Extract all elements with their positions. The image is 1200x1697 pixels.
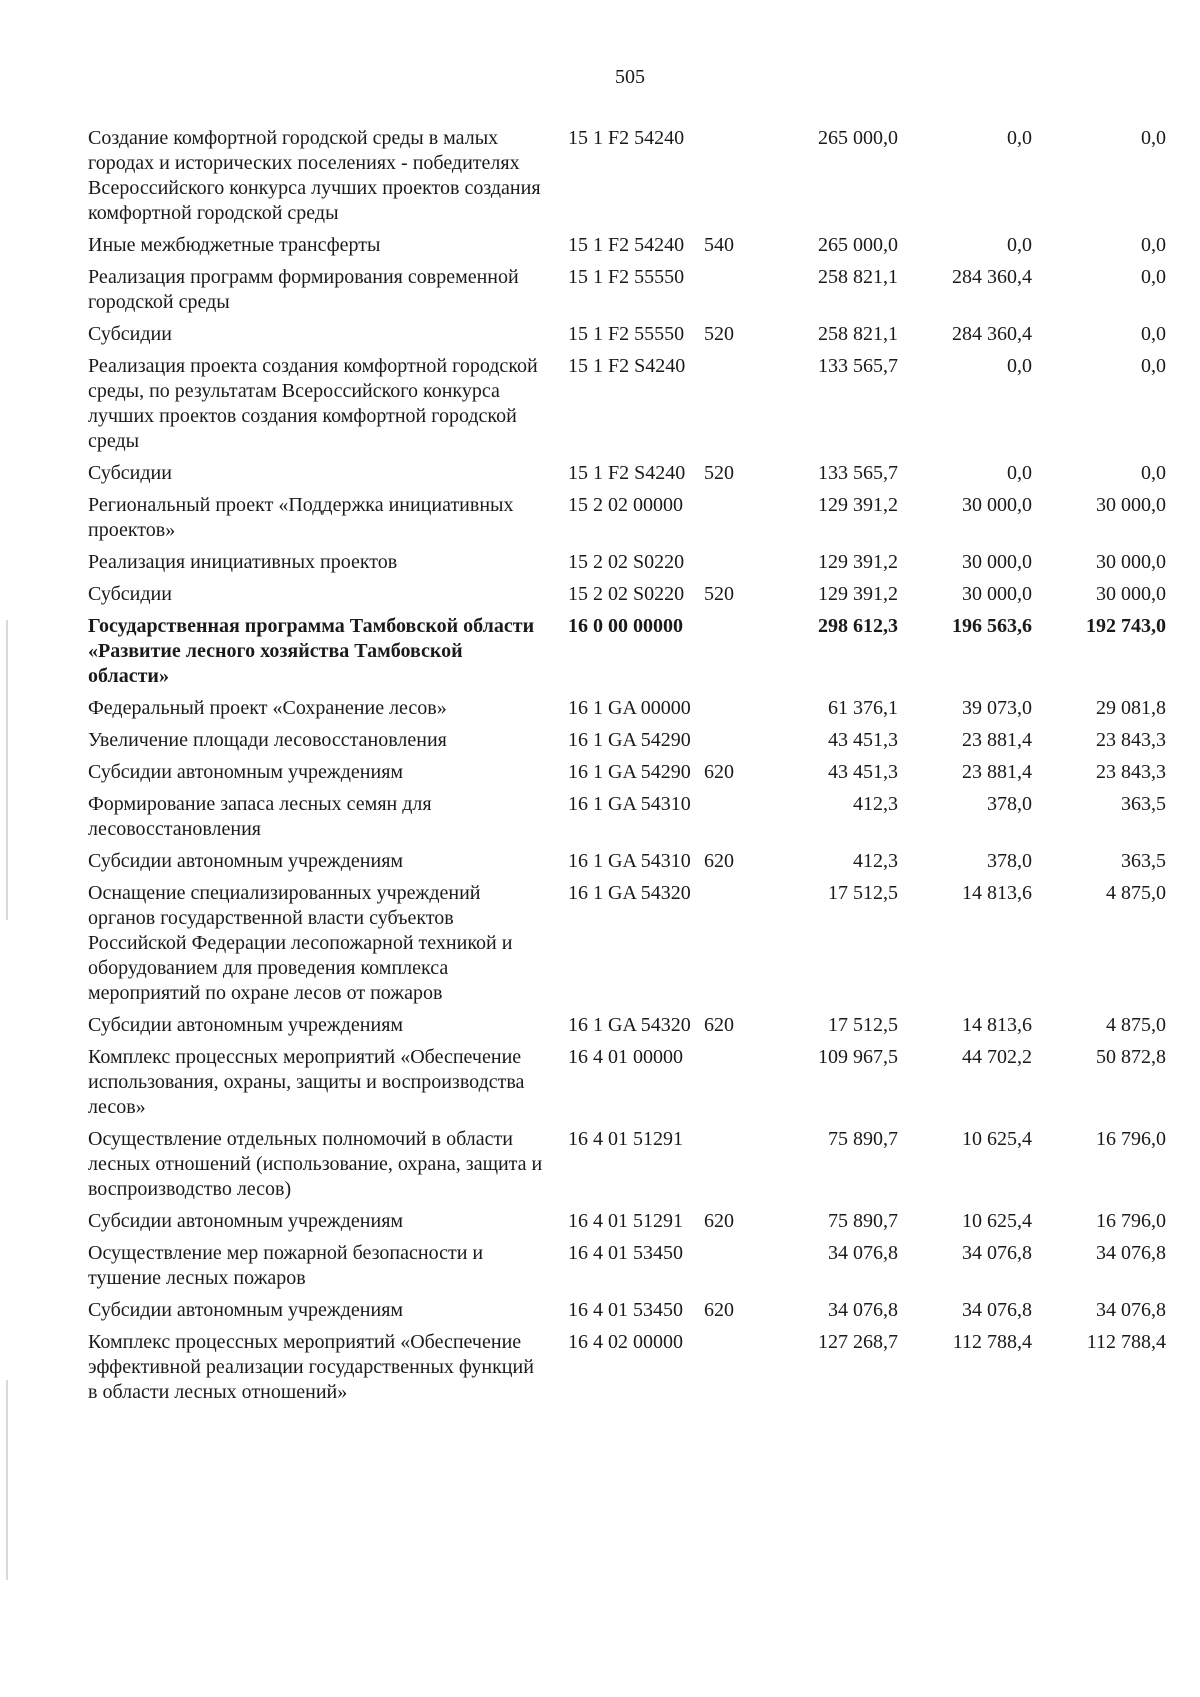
table-row [88,493,1166,550]
table-row [88,1298,1166,1330]
row-expense-type [704,550,764,582]
row-expense-type [704,792,764,849]
table-row [88,1241,1166,1298]
row-name: Субсидии автономным учреждениям [88,1299,404,1321]
row-code: 15 1 F2 54240 [568,127,685,149]
row-value-year2: 284 360,4 [952,323,1032,345]
table-row [88,792,1166,849]
row-value-year3: 0,0 [1141,355,1166,377]
row-value-year2: 284 360,4 [952,266,1032,288]
row-code: 16 4 01 51291 [568,1210,683,1232]
row-value-year1: 129 391,2 [818,551,898,573]
row-value-year3: 0,0 [1141,234,1166,256]
row-expense-type: 540 [704,234,734,256]
row-value-year1: 43 451,3 [828,729,898,751]
row-code: 16 1 GA 54290 [568,761,691,783]
row-value-year3: 192 743,0 [1086,615,1166,637]
table-row [88,582,1166,614]
row-expense-type: 620 [704,1210,734,1232]
row-value-year2: 0,0 [1007,355,1032,377]
row-value-year1: 43 451,3 [828,761,898,783]
row-expense-type: 620 [704,761,734,783]
row-code: 16 1 GA 54310 [568,850,691,872]
row-code: 15 2 02 00000 [568,494,683,516]
row-name: Реализация программ формирования современной городской среды [88,266,519,313]
row-name: Комплекс процессных мероприятий «Обеспечение использования, охраны, защиты и воспроизводства лесов» [88,1046,525,1118]
row-code: 15 1 F2 S4240 [568,462,686,484]
row-value-year2: 378,0 [987,850,1032,872]
row-expense-type [704,614,764,696]
row-code: 16 1 GA 54320 [568,1014,691,1036]
row-value-year3: 16 796,0 [1096,1128,1166,1150]
row-value-year3: 0,0 [1141,127,1166,149]
row-name: Осуществление мер пожарной безопасности и тушение лесных пожаров [88,1242,484,1289]
row-code: 15 2 02 S0220 [568,583,685,605]
row-value-year1: 412,3 [853,793,898,815]
row-value-year2: 378,0 [987,793,1032,815]
row-expense-type [704,1241,764,1298]
row-expense-type: 520 [704,462,734,484]
page-number: 505 [615,66,645,88]
row-value-year2: 112 788,4 [952,1331,1032,1353]
table-row [88,728,1166,760]
row-value-year1: 61 376,1 [828,697,898,719]
row-code: 16 4 02 00000 [568,1331,683,1353]
row-value-year3: 23 843,3 [1096,729,1166,751]
row-value-year2: 30 000,0 [962,551,1032,573]
row-value-year2: 30 000,0 [962,583,1032,605]
row-name: Комплекс процессных мероприятий «Обеспечение эффективной реализации государственных функций в области лесных отношений» [88,1331,534,1403]
row-value-year2: 14 813,6 [962,1014,1032,1036]
row-expense-type: 520 [704,583,734,605]
row-value-year3: 363,5 [1121,850,1166,872]
row-value-year3: 363,5 [1121,793,1166,815]
row-expense-type: 520 [704,323,734,345]
table-row [88,461,1166,493]
row-name: Субсидии автономным учреждениям [88,761,404,783]
row-value-year1: 17 512,5 [828,882,898,904]
table-row [88,265,1166,322]
row-name: Реализация инициативных проектов [88,551,398,573]
row-code: 16 4 01 53450 [568,1242,683,1264]
table-row [88,550,1166,582]
scan-artifact [6,1380,8,1580]
row-code: 16 1 GA 54290 [568,729,691,751]
row-code: 16 4 01 53450 [568,1299,683,1321]
row-name: Оснащение специализированных учреждений органов государственной власти субъектов Российской Федерации лесопожарной техникой и оборудованием для проведения комплекса мероприятий по охране лесов от пожаров [88,882,513,1004]
row-name: Увеличение площади лесовосстановления [88,729,447,751]
row-value-year3: 23 843,3 [1096,761,1166,783]
row-value-year1: 17 512,5 [828,1014,898,1036]
row-value-year2: 0,0 [1007,462,1032,484]
row-value-year3: 16 796,0 [1096,1210,1166,1232]
row-name: Осуществление отдельных полномочий в области лесных отношений (использование, охрана, защита и воспроизводство лесов) [88,1128,543,1200]
row-value-year3: 50 872,8 [1096,1046,1166,1068]
row-value-year1: 34 076,8 [828,1242,898,1264]
row-value-year2: 14 813,6 [962,882,1032,904]
row-code: 15 1 F2 54240 [568,234,685,256]
row-value-year1: 75 890,7 [828,1210,898,1232]
row-value-year1: 133 565,7 [818,462,898,484]
row-name: Субсидии автономным учреждениям [88,1210,404,1232]
table-row [88,1330,1166,1412]
row-code: 16 1 GA 54310 [568,793,691,815]
row-value-year3: 4 875,0 [1106,1014,1166,1036]
table-row [88,233,1166,265]
row-value-year2: 0,0 [1007,234,1032,256]
row-value-year3: 34 076,8 [1096,1242,1166,1264]
table-row [88,849,1166,881]
table-row [88,1045,1166,1127]
row-code: 15 1 F2 55550 [568,323,685,345]
row-code: 15 1 F2 55550 [568,266,685,288]
budget-table-body [88,126,1166,1412]
row-expense-type: 620 [704,1014,734,1036]
row-value-year2: 39 073,0 [962,697,1032,719]
row-value-year1: 109 967,5 [818,1046,898,1068]
row-value-year1: 133 565,7 [818,355,898,377]
row-code: 15 1 F2 S4240 [568,355,686,377]
row-value-year3: 0,0 [1141,266,1166,288]
table-row [88,881,1166,1013]
row-expense-type [704,493,764,550]
row-name: Создание комфортной городской среды в малых городах и исторических поселениях - победителях Всероссийского конкурса лучших проектов создания комфортной городской среды [88,127,541,224]
table-row [88,696,1166,728]
row-value-year2: 44 702,2 [962,1046,1032,1068]
scan-artifact [6,620,8,920]
row-value-year2: 10 625,4 [962,1210,1032,1232]
row-expense-type [704,126,764,233]
row-name: Субсидии автономным учреждениям [88,850,404,872]
table-row [88,760,1166,792]
table-row [88,322,1166,354]
row-value-year1: 265 000,0 [818,127,898,149]
row-name: Государственная программа Тамбовской области «Развитие лесного хозяйства Тамбовской области» [88,615,535,687]
row-name: Региональный проект «Поддержка инициативных проектов» [88,494,514,541]
row-value-year2: 34 076,8 [962,1242,1032,1264]
row-value-year1: 129 391,2 [818,494,898,516]
row-code: 16 1 GA 54320 [568,882,691,904]
row-value-year1: 127 268,7 [818,1331,898,1353]
table-row [88,1013,1166,1045]
row-name: Федеральный проект «Сохранение лесов» [88,697,447,719]
row-expense-type [704,728,764,760]
row-value-year3: 112 788,4 [1086,1331,1166,1353]
row-value-year1: 258 821,1 [818,323,898,345]
row-value-year3: 30 000,0 [1096,583,1166,605]
row-name: Субсидии [88,323,172,345]
row-expense-type [704,881,764,1013]
row-expense-type [704,265,764,322]
table-row [88,614,1166,696]
row-value-year1: 129 391,2 [818,583,898,605]
row-expense-type [704,696,764,728]
row-value-year1: 34 076,8 [828,1299,898,1321]
row-value-year2: 0,0 [1007,127,1032,149]
row-expense-type [704,1127,764,1209]
row-value-year3: 30 000,0 [1096,551,1166,573]
row-value-year3: 29 081,8 [1096,697,1166,719]
row-value-year1: 265 000,0 [818,234,898,256]
row-name: Иные межбюджетные трансферты [88,234,381,256]
row-value-year2: 34 076,8 [962,1299,1032,1321]
row-expense-type [704,1330,764,1412]
row-value-year2: 23 881,4 [962,729,1032,751]
row-name: Субсидии автономным учреждениям [88,1014,404,1036]
row-name: Формирование запаса лесных семян для лесовосстановления [88,793,432,840]
row-name: Субсидии [88,462,172,484]
table-row [88,1127,1166,1209]
row-expense-type [704,354,764,461]
row-expense-type: 620 [704,850,734,872]
budget-table [88,126,1166,1412]
row-value-year2: 196 563,6 [952,615,1032,637]
row-name: Субсидии [88,583,172,605]
row-value-year1: 298 612,3 [818,615,898,637]
row-value-year1: 258 821,1 [818,266,898,288]
row-expense-type: 620 [704,1299,734,1321]
row-code: 16 4 01 51291 [568,1128,683,1150]
row-value-year3: 0,0 [1141,462,1166,484]
row-value-year3: 4 875,0 [1106,882,1166,904]
row-expense-type [704,1045,764,1127]
row-value-year2: 10 625,4 [962,1128,1032,1150]
row-code: 16 0 00 00000 [568,615,683,637]
row-code: 15 2 02 S0220 [568,551,685,573]
row-value-year3: 30 000,0 [1096,494,1166,516]
row-value-year3: 34 076,8 [1096,1299,1166,1321]
row-value-year3: 0,0 [1141,323,1166,345]
row-name: Реализация проекта создания комфортной городской среды, по результатам Всероссийского конкурса лучших проектов создания комфортной городской среды [88,355,538,452]
row-code: 16 1 GA 00000 [568,697,691,719]
table-row [88,354,1166,461]
row-value-year2: 23 881,4 [962,761,1032,783]
row-value-year1: 412,3 [853,850,898,872]
row-value-year1: 75 890,7 [828,1128,898,1150]
row-value-year2: 30 000,0 [962,494,1032,516]
table-row [88,1209,1166,1241]
row-code: 16 4 01 00000 [568,1046,683,1068]
table-row [88,126,1166,233]
